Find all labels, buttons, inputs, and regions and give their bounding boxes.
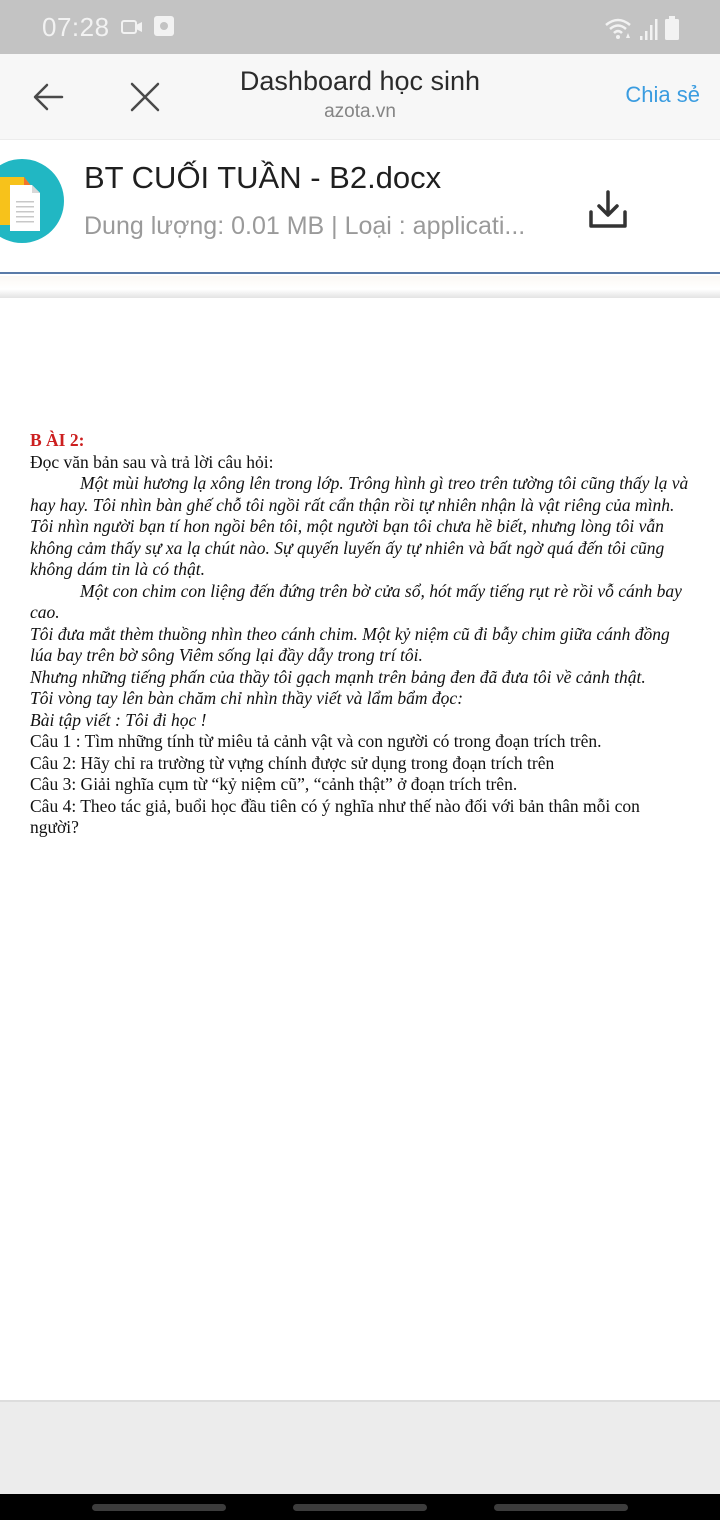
passage-paragraph: Tôi đưa mắt thèm thuồng nhìn theo cánh chim. Một kỷ niệm cũ đi bẫy chim giữa cánh đồng lúa bay trên bờ sông Viêm sống lại đầy dẫy trong trí tôi. <box>30 623 670 665</box>
question: Câu 1 : Tìm những tính từ miêu tả cảnh vật và con người có trong đoạn trích trên. <box>30 731 602 751</box>
status-indicators <box>604 14 680 40</box>
status-bar <box>0 0 720 54</box>
instruction: Đọc văn bản sau và trả lời câu hỏi: <box>30 451 274 472</box>
nav-recents-button[interactable] <box>92 1504 226 1511</box>
download-icon[interactable] <box>586 188 630 232</box>
close-icon[interactable] <box>124 76 166 118</box>
file-card <box>0 142 720 274</box>
bottom-area <box>0 1400 720 1494</box>
passage-paragraph: Bài tập viết : Tôi đi học ! <box>30 709 207 730</box>
nav-home-button[interactable] <box>293 1504 427 1511</box>
passage-paragraph: Một con chim con liệng đến đứng trên bờ cửa sổ, hót mấy tiếng rụt rè rồi vỗ cánh bay cao. <box>30 580 682 622</box>
app-bar <box>0 54 720 140</box>
wifi-icon <box>604 16 634 40</box>
page-domain: azota.vn <box>324 101 396 122</box>
separator <box>0 276 720 298</box>
share-button[interactable]: Chia sẻ <box>625 82 700 107</box>
photo-icon <box>154 16 174 36</box>
passage-paragraph: Một mùi hương lạ xông lên trong lớp. Trông hình gì treo trên tường tôi cũng thấy lạ và hay hay. Tôi nhìn bàn ghế chỗ tôi ngồi rất cẩn thận rồi tự nhiên nhận là vật riêng của mình. Tôi nhìn người bạn tí hon ngồi bên tôi, một người bạn tôi chưa hề biết, nhưng lòng tôi vẫn không cảm thấy sự xa lạ chút nào. Sự quyến luyến ấy tự nhiên và bất ngờ quá đến tôi cũng không dám tin là có thật. <box>30 473 689 579</box>
document-icon <box>0 159 64 243</box>
question: Câu 3: Giải nghĩa cụm từ “kỷ niệm cũ”, “cảnh thật” ở đoạn trích trên. <box>30 774 518 794</box>
question: Câu 2: Hãy chỉ ra trường từ vựng chính được sử dụng trong đoạn trích trên <box>30 752 555 773</box>
nav-back-button[interactable] <box>494 1504 628 1511</box>
system-nav-bar <box>0 1494 720 1520</box>
arrow-left-icon[interactable] <box>28 76 70 118</box>
file-meta: Dung lượng: 0.01 MB | Loại : applicati... <box>84 212 526 240</box>
question: Câu 4: Theo tác giả, buổi học đầu tiên có ý nghĩa như thế nào đối với bản thân mỗi con người? <box>30 795 640 837</box>
document-content <box>30 430 690 839</box>
signal-icon <box>640 18 658 40</box>
title-block <box>180 66 540 123</box>
document-viewer[interactable] <box>0 298 720 1400</box>
passage-paragraph: Nhưng những tiếng phấn của thầy tôi gạch mạnh trên bảng đen đã đưa tôi về cảnh thật. <box>30 666 646 687</box>
status-time: 07:28 <box>42 12 110 42</box>
passage-paragraph: Tôi vòng tay lên bàn chăm chỉ nhìn thầy viết và lẩm bẩm đọc: <box>30 688 464 708</box>
file-name: BT CUỐI TUẦN - B2.docx <box>84 160 442 195</box>
battery-icon <box>664 16 680 40</box>
video-camera-icon <box>121 19 143 35</box>
page-title: Dashboard học sinh <box>239 66 481 96</box>
document-heading: B ÀI 2: <box>30 430 85 450</box>
